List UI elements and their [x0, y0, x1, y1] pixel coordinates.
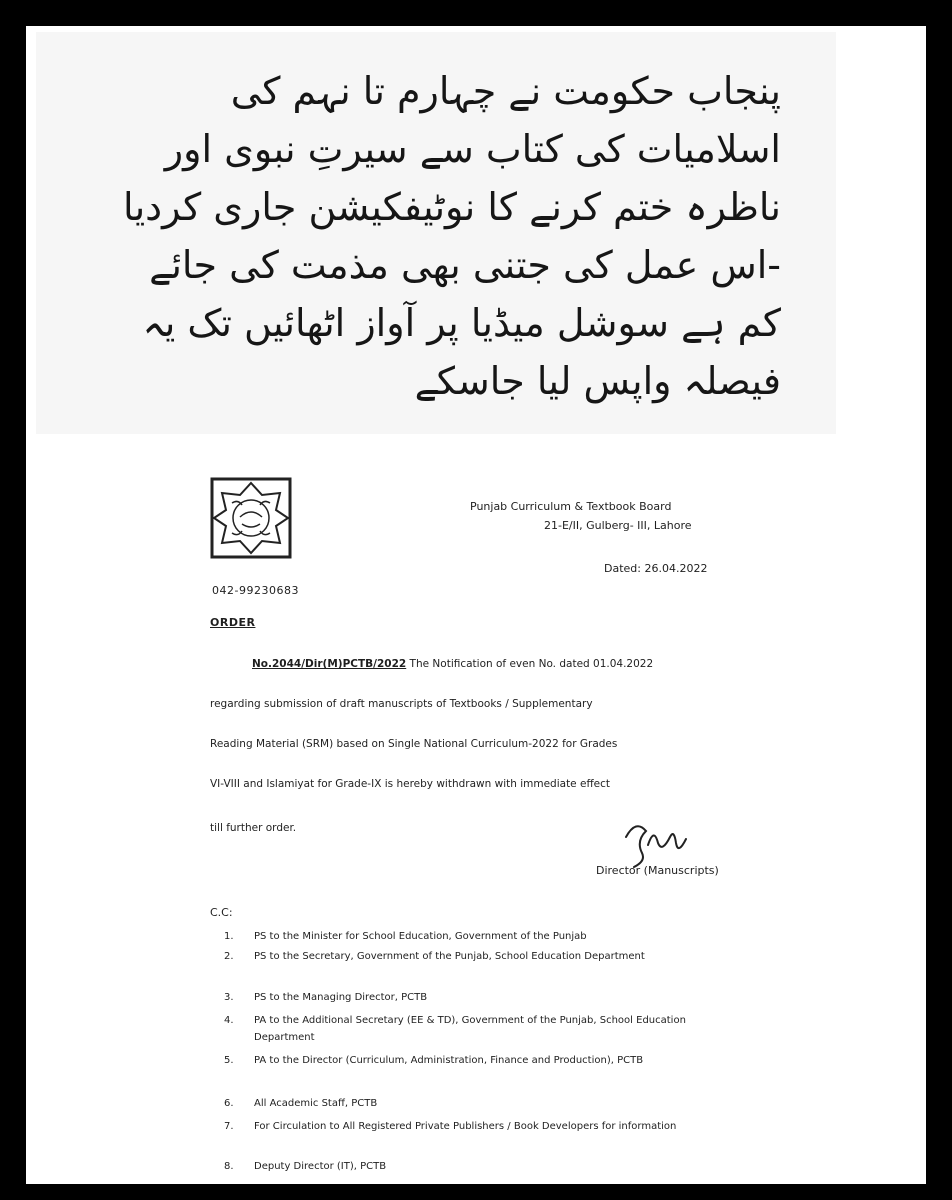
phone-number: 042-99230683	[212, 584, 299, 597]
cc-list-item	[224, 1158, 744, 1175]
cc-item-number: 4.	[224, 1015, 234, 1026]
urdu-line: اسلامیات کی کتاب سے سیرتِ نبوی اور	[164, 127, 781, 171]
cc-item-text: Deputy Director (IT), PCTB	[254, 1161, 387, 1172]
notification-letter	[26, 436, 926, 1184]
cc-item-text: PS to the Minister for School Education, Government of the Punjab	[254, 931, 587, 942]
cc-item-text: PA to the Director (Curriculum, Administration, Finance and Production), PCTB	[254, 1055, 644, 1066]
urdu-line: کم ہے سوشل میڈیا پر آواز اٹھائیں تک یہ	[142, 301, 781, 345]
cc-heading: C.C:	[210, 906, 233, 919]
body-line-4: VI-VIII and Islamiyat for Grade-IX is hereby withdrawn with immediate effect	[210, 778, 611, 790]
urdu-caption-panel	[36, 32, 836, 434]
cc-item-number: 8.	[224, 1161, 234, 1172]
cc-list-item	[224, 1052, 744, 1069]
urdu-line: پنجاب حکومت نے چہارم تا نہم کی	[230, 69, 781, 113]
order-heading: ORDER	[210, 616, 256, 629]
cc-item-text: All Academic Staff, PCTB	[254, 1098, 378, 1109]
cc-list-item	[224, 1118, 744, 1135]
cc-item-text: PS to the Secretary, Government of the Punjab, School Education Department	[254, 951, 645, 962]
org-name: Punjab Curriculum & Textbook Board	[470, 500, 672, 513]
body-line-1	[252, 658, 653, 670]
cc-item-text: For Circulation to All Registered Private Publishers / Book Developers for information	[254, 1121, 677, 1132]
cc-item-text: PA to the Additional Secretary (EE & TD), Government of the Punjab, School Education Department	[254, 1015, 686, 1043]
cc-list-item	[224, 1095, 744, 1112]
urdu-caption	[61, 62, 781, 410]
urdu-line: ناظرہ ختم کرنے کا نوٹیفکیشن جاری کردیا	[123, 185, 781, 229]
cc-list-item	[224, 948, 744, 965]
cc-item-text: PS to the Managing Director, PCTB	[254, 992, 428, 1003]
cc-item-number: 7.	[224, 1121, 234, 1132]
org-address: 21-E/II, Gulberg- III, Lahore	[544, 519, 692, 532]
cc-item-number: 2.	[224, 951, 234, 962]
letterhead-address	[470, 497, 692, 535]
image-frame	[26, 26, 926, 1184]
pctb-seal-logo	[210, 477, 292, 559]
cc-list-item	[224, 1012, 744, 1046]
cc-item-number: 5.	[224, 1055, 234, 1066]
cc-list-item	[224, 989, 744, 1006]
reference-number: No.2044/Dir(M)PCTB/2022	[252, 658, 407, 670]
body-text: The Notification of even No. dated 01.04.2022	[406, 658, 654, 670]
signatory-title: Director (Manuscripts)	[596, 864, 719, 877]
cc-item-number: 3.	[224, 992, 234, 1003]
cc-list-item	[224, 928, 744, 945]
urdu-line: -اس عمل کی جتنی بھی مذمت کی جائے	[149, 243, 781, 287]
body-line-3: Reading Material (SRM) based on Single National Curriculum-2022 for Grades	[210, 738, 618, 750]
body-line-5: till further order.	[210, 822, 297, 834]
urdu-line: فیصلہ واپس لیا جاسکے	[414, 359, 781, 403]
cc-item-number: 1.	[224, 931, 234, 942]
letter-date: Dated: 26.04.2022	[604, 562, 708, 575]
body-line-2: regarding submission of draft manuscripts of Textbooks / Supplementary	[210, 698, 593, 710]
cc-item-number: 6.	[224, 1098, 234, 1109]
